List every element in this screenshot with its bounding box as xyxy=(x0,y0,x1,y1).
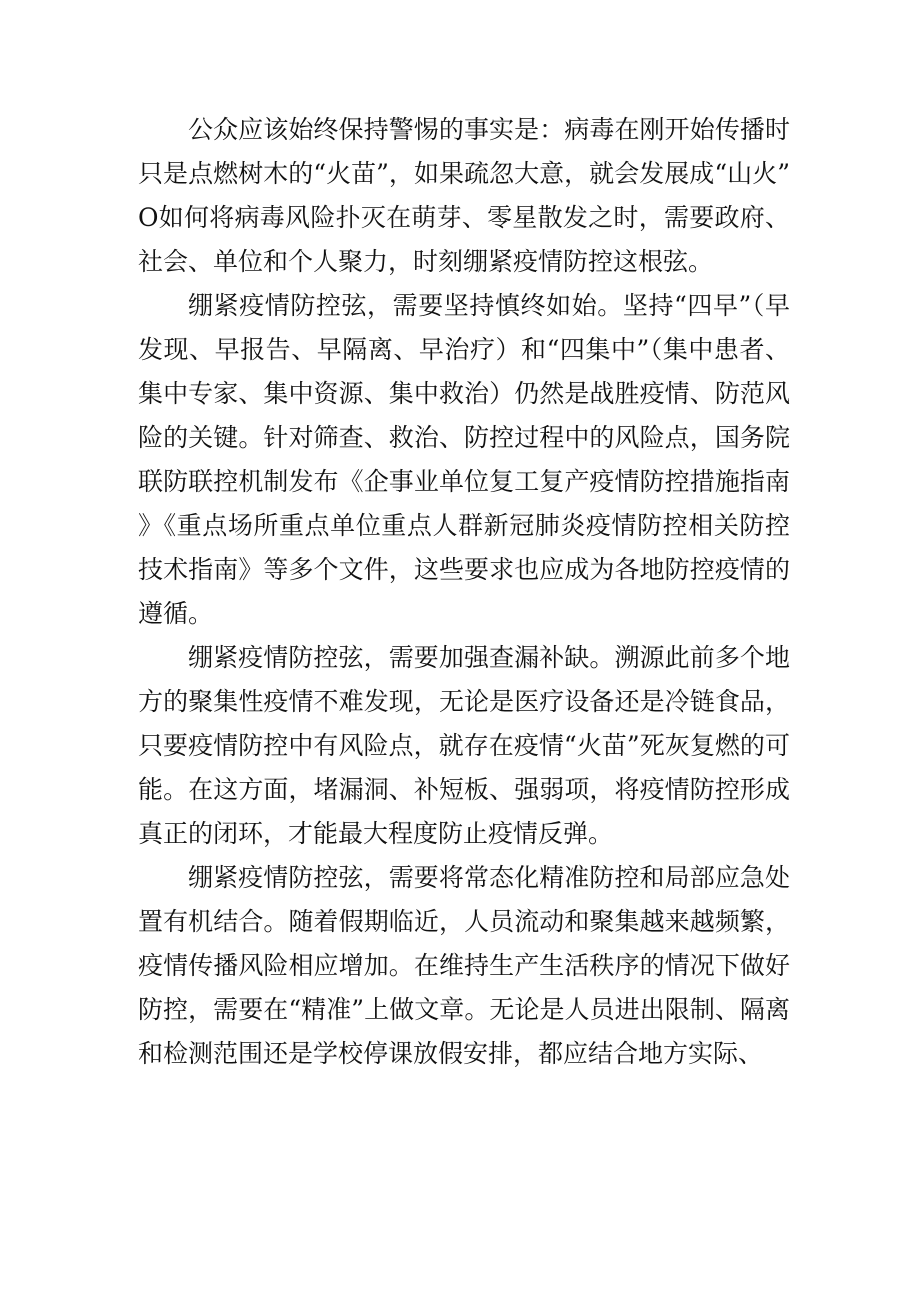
document-body xyxy=(138,108,790,1076)
paragraph-3: 绷紧疫情防控弦，需要加强查漏补缺。溯源此前多个地方的聚集性疫情不难发现，无论是医疗设备还是冷链食品，只要疫情防控中有风险点，就存在疫情“火苗”死灰复燃的可能。在这方面，堵漏洞、补短板、强弱项，将疫情防控形成真正的闭环，才能最大程度防止疫情反弹。 xyxy=(138,643,790,848)
paragraph-2: 绷紧疫情防控弦，需要坚持慎终如始。坚持“四早”（早发现、早报告、早隔离、早治疗）和“四集中”（集中患者、集中专家、集中资源、集中救治）仍然是战胜疫情、防范风险的关键。针对筛查、救治、防控过程中的风险点，国务院联防联控机制发布《企事业单位复工复产疫情防控措施指南》《重点场所重点单位重点人群新冠肺炎疫情防控相关防控技术指南》等多个文件，这些要求也应成为各地防控疫情的遵循。 xyxy=(138,291,790,628)
paragraph-1: 公众应该始终保持警惕的事实是：病毒在刚开始传播时只是点燃树木的“火苗”，如果疏忽大意，就会发展成“山火”O如何将病毒风险扑灭在萌芽、零星散发之时，需要政府、社会、单位和个人聚力，时刻绷紧疫情防控这根弦。 xyxy=(138,115,790,276)
paragraph-4: 绷紧疫情防控弦，需要将常态化精准防控和局部应急处置有机结合。随着假期临近，人员流动和聚集越来越频繁，疫情传播风险相应增加。在维持生产生活秩序的情况下做好防控，需要在“精准”上做文章。无论是人员进出限制、隔离和检测范围还是学校停课放假安排，都应结合地方实际、 xyxy=(138,863,790,1068)
